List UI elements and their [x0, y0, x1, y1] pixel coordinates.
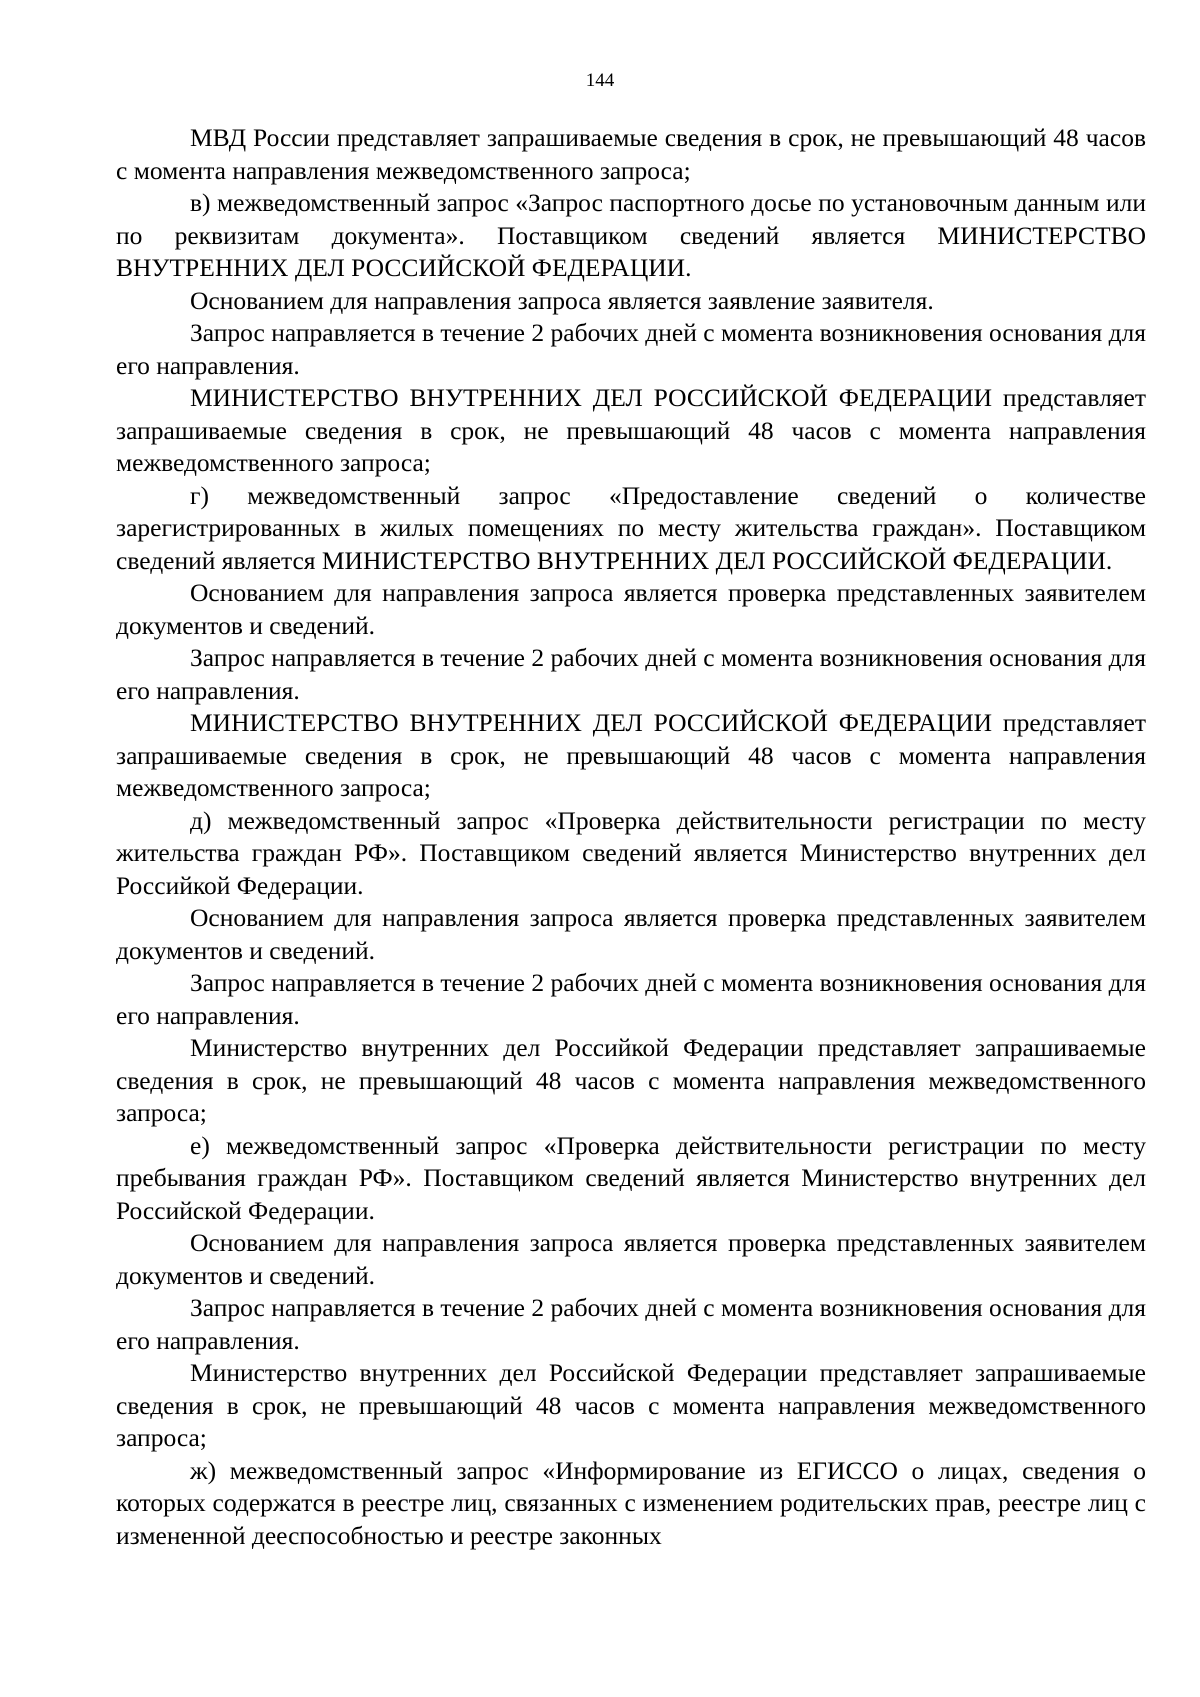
paragraph-request-timing: Запрос направляется в течение 2 рабочих дней с момента возникновения основания для его направления. [116, 643, 1146, 705]
paragraph-ministry-response-term: МИНИСТЕРСТВО ВНУТРЕННИХ ДЕЛ РОССИЙСКОЙ ФЕДЕРАЦИИ представляет запрашиваемые сведения в срок, не превышающий 48 часов с момента направления межведомственного запроса; [116, 383, 1146, 477]
paragraph-request-v-passport-dossier: в) межведомственный запрос «Запрос паспортного досье по установочным данным или по реквизитам документа». Поставщиком сведений является МИНИСТЕРСТВО ВНУТРЕННИХ ДЕЛ РОССИЙСКОЙ ФЕДЕРАЦИИ. [116, 188, 1146, 282]
paragraph-basis-application: Основанием для направления запроса является заявление заявителя. [190, 285, 934, 315]
paragraph-request-timing: Запрос направляется в течение 2 рабочих дней с момента возникновения основания для его направления. [116, 1293, 1146, 1355]
paragraph-ministry-response-term: Министерство внутренних дел Российкой Федерации представляет запрашиваемые сведения в срок, не превышающий 48 часов с момента направления межведомственного запроса; [116, 1033, 1146, 1127]
paragraph-request-timing: Запрос направляется в течение 2 рабочих дней с момента возникновения основания для его направления. [116, 968, 1146, 1030]
paragraph-request-timing: Запрос направляется в течение 2 рабочих дней с момента возникновения основания для его направления. [116, 318, 1146, 380]
paragraph-request-e-stay-registration: е) межведомственный запрос «Проверка действительности регистрации по месту пребывания граждан РФ». Поставщиком сведений является Министерство внутренних дел Российской Федерации. [116, 1130, 1146, 1225]
paragraph-request-d-residence-registration: д) межведомственный запрос «Проверка действительности регистрации по месту жительства граждан РФ». Поставщиком сведений является Министерство внутренних дел Российкой Федерации. [116, 805, 1146, 900]
paragraph-ministry-response-term: Министерство внутренних дел Российской Федерации представляет запрашиваемые сведения в срок, не превышающий 48 часов с момента направления межведомственного запроса; [116, 1358, 1146, 1452]
page-number: 144 [585, 70, 615, 91]
paragraph-basis-document-check: Основанием для направления запроса является проверка представленных заявителем документов и сведений. [116, 578, 1146, 640]
paragraph-mvd-response-term: МВД России представляет запрашиваемые сведения в срок, не превышающий 48 часов с момента направления межведомственного запроса; [116, 123, 1146, 185]
paragraph-request-zh-egisso: ж) межведомственный запрос «Информирование из ЕГИССО о лицах, сведения о которых содержатся в реестре лиц, связанных с изменением родительских прав, реестре лиц с измененной дееспособностью и реестре законных [116, 1455, 1146, 1550]
paragraph-basis-document-check: Основанием для направления запроса является проверка представленных заявителем документов и сведений. [116, 1228, 1146, 1290]
paragraph-basis-document-check: Основанием для направления запроса является проверка представленных заявителем документов и сведений. [116, 903, 1146, 965]
document-body [116, 122, 1146, 1552]
paragraph-request-g-registered-count: г) межведомственный запрос «Предоставление сведений о количестве зарегистрированных в жилых помещениях по месту жительства граждан». Поставщиком сведений является МИНИСТЕРСТВО ВНУТРЕННИХ ДЕЛ РОССИЙСКОЙ ФЕДЕРАЦИИ. [116, 480, 1146, 575]
paragraph-ministry-response-term: МИНИСТЕРСТВО ВНУТРЕННИХ ДЕЛ РОССИЙСКОЙ ФЕДЕРАЦИИ представляет запрашиваемые сведения в срок, не превышающий 48 часов с момента направления межведомственного запроса; [116, 708, 1146, 802]
